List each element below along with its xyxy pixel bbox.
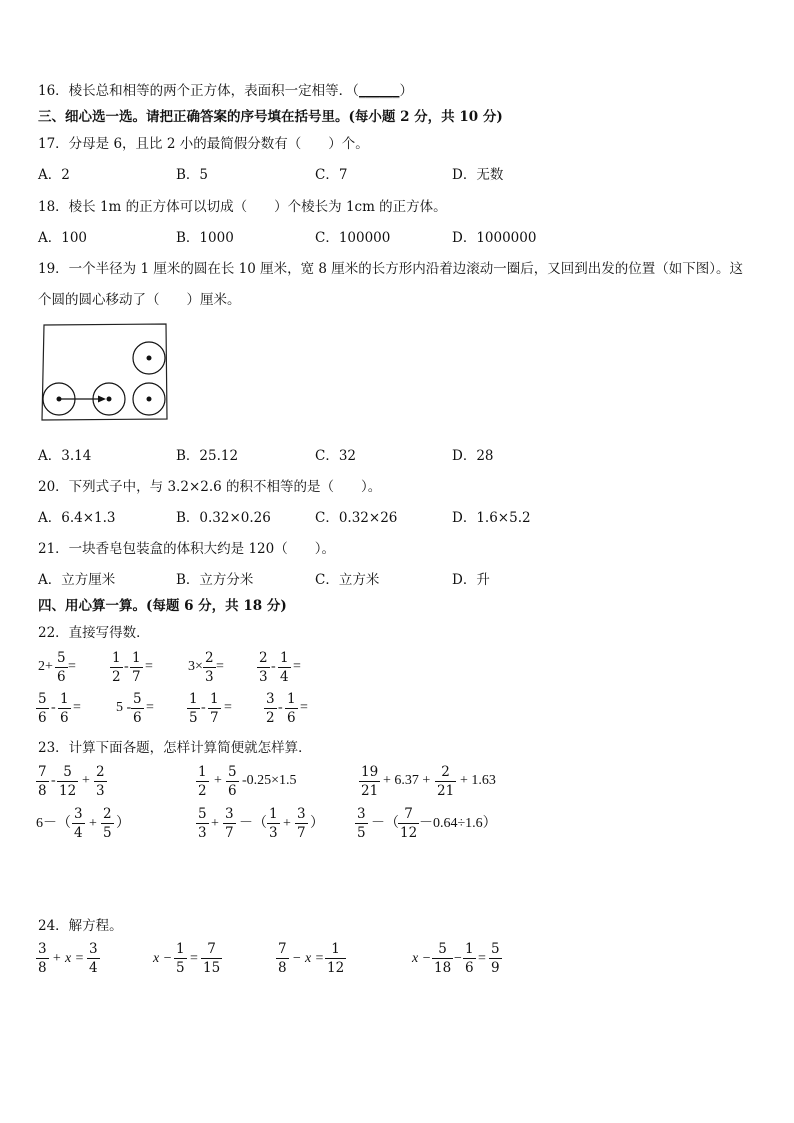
expression-middle: －（ [239, 816, 267, 831]
circle-center-dot [147, 356, 152, 361]
expression-prefix: 6－（ [36, 816, 71, 831]
q22-a-prefix: 2+ [38, 659, 53, 674]
q22-f-prefix: 5 - [116, 700, 132, 715]
fraction: 5 9 [491, 941, 500, 976]
fraction: 5 6 [38, 691, 47, 726]
operator: + [82, 773, 90, 788]
q19-option-b[interactable]: B．25.12 [176, 448, 239, 464]
expression-suffix: ） [116, 816, 130, 831]
equation-prefix: x − [153, 951, 173, 966]
fraction: 5 6 [133, 691, 142, 726]
circle-center-dot [147, 397, 152, 402]
question-18-text: 18．棱长 1m 的正方体可以切成（ ）个棱长为 1cm 的正方体。 [38, 199, 447, 215]
fraction: 5 3 [198, 806, 207, 841]
operator: - [271, 659, 276, 674]
fraction: 1 7 [132, 650, 141, 685]
question-22-text: 22．直接写得数． [38, 625, 150, 641]
q18-option-c[interactable]: C．100000 [315, 230, 391, 246]
equals-sign: = [216, 659, 224, 674]
fraction: 3 7 [225, 806, 234, 841]
fraction: 1 2 [198, 764, 207, 799]
fraction: 1 6 [60, 691, 69, 726]
section-3-title: 三、细心选一选。请把正确答案的序号填在括号里。(每小题 2 分，共 10 分) [38, 109, 503, 125]
operator: + [283, 816, 291, 831]
arrow-head [98, 396, 106, 403]
expression-tail: －0.64÷1.6） [419, 816, 497, 831]
rolling-circle-figure [38, 323, 170, 427]
fraction: 2 5 [103, 806, 112, 841]
fraction: 3 2 [266, 691, 275, 726]
fraction: 7 12 [400, 806, 418, 841]
question-19-text-line2: 个圆的圆心移动了（ ）厘米。 [38, 292, 241, 308]
q17-option-c[interactable]: C．7 [315, 167, 348, 183]
question-16-close: ） [399, 83, 413, 99]
fraction: 3 5 [357, 806, 366, 841]
fraction: 5 6 [228, 764, 237, 799]
circle-center-dot [107, 397, 112, 402]
question-23-text: 23．计算下面各题，怎样计算简便就怎样算． [38, 740, 312, 756]
equals-sign: = [300, 700, 308, 715]
fraction: 1 6 [465, 941, 474, 976]
fraction: 1 7 [210, 691, 219, 726]
question-20-text: 20．下列式子中，与 3.2×2.6 的积不相等的是（ ）。 [38, 479, 382, 495]
expression-middle: + 6.37 + [383, 773, 431, 788]
q20-option-b[interactable]: B．0.32×0.26 [176, 510, 271, 526]
fraction: 1 5 [189, 691, 198, 726]
q17-option-b[interactable]: B．5 [176, 167, 209, 183]
fraction: 2 3 [259, 650, 268, 685]
question-19-text-line1: 19．一个半径为 1 厘米的圆在长 10 厘米，宽 8 厘米的长方形内沿着边滚动一圈后，又回到出发的位置（如下图）。这 [38, 261, 744, 277]
expression-middle: －（ [371, 816, 399, 831]
fraction: 2 3 [96, 764, 105, 799]
fraction: 1 4 [280, 650, 289, 685]
fraction: 1 12 [327, 941, 345, 976]
expression-tail: + 1.63 [460, 773, 496, 788]
fraction: 1 2 [112, 650, 121, 685]
rectangle-outline [42, 324, 167, 420]
question-16 [38, 82, 413, 100]
operator: + [89, 816, 97, 831]
operator: - [124, 659, 129, 674]
q19-option-c[interactable]: C．32 [315, 448, 357, 464]
q18-option-d[interactable]: D．1000000 [452, 230, 537, 246]
q20-option-d[interactable]: D．1.6×5.2 [452, 510, 531, 526]
equals-sign: = [73, 700, 81, 715]
question-24-text: 24．解方程。 [38, 918, 123, 934]
answer-blank[interactable]: ______ [358, 83, 400, 99]
equals-sign: = [145, 659, 153, 674]
q17-option-d[interactable]: D．无数 [452, 167, 504, 183]
fraction: 1 5 [176, 941, 185, 976]
operator: - [51, 700, 56, 715]
expression-suffix: ） [310, 816, 324, 831]
equation-middle: + x = [52, 951, 85, 966]
fraction: 3 8 [38, 941, 47, 976]
fraction: 7 8 [278, 941, 287, 976]
equation-middle: = [190, 951, 198, 966]
fraction: 5 18 [434, 941, 452, 976]
q19-option-a[interactable]: A．3.14 [38, 448, 92, 464]
operator: - [51, 773, 56, 788]
q18-option-b[interactable]: B．1000 [176, 230, 234, 246]
operator: - [278, 700, 283, 715]
q22-c-prefix: 3× [188, 659, 203, 674]
equation-middle: − x = [292, 951, 325, 966]
q19-option-d[interactable]: D．28 [452, 448, 494, 464]
equals-sign: = [146, 700, 154, 715]
q20-option-a[interactable]: A．6.4×1.3 [38, 510, 116, 526]
question-16-text: 16．棱长总和相等的两个正方体，表面积一定相等．（ [38, 83, 359, 99]
equation-middle: = [478, 951, 486, 966]
q21-option-c[interactable]: C．立方米 [315, 572, 380, 588]
operator: + [214, 773, 222, 788]
operator: - [201, 700, 206, 715]
q21-option-a[interactable]: A．立方厘米 [38, 572, 116, 588]
fraction: 7 15 [203, 941, 221, 976]
fraction: 1 3 [269, 806, 278, 841]
section-4-title: 四、用心算一算。(每题 6 分，共 18 分) [38, 598, 287, 614]
question-21-text: 21．一块香皂包装盒的体积大约是 120（ ）。 [38, 541, 335, 557]
q21-option-d[interactable]: D．升 [452, 572, 490, 588]
fraction: 5 12 [59, 764, 77, 799]
fraction: 2 3 [205, 650, 214, 685]
equals-sign: = [68, 659, 76, 674]
question-17-text: 17．分母是 6，且比 2 小的最简假分数有（ ）个。 [38, 136, 369, 152]
fraction: 19 21 [361, 764, 379, 799]
equation-prefix: x − [412, 951, 432, 966]
fraction: 7 8 [38, 764, 47, 799]
operator: − [454, 951, 462, 966]
equals-sign: = [293, 659, 301, 674]
operator: + [211, 816, 219, 831]
q20-option-c[interactable]: C．0.32×26 [315, 510, 398, 526]
fraction: 3 4 [74, 806, 83, 841]
q21-option-b[interactable]: B．立方分米 [176, 572, 254, 588]
fraction: 3 4 [89, 941, 98, 976]
fraction: 1 6 [287, 691, 296, 726]
fraction: 3 7 [297, 806, 306, 841]
q17-option-a[interactable]: A．2 [38, 167, 70, 183]
fraction: 2 21 [437, 764, 455, 799]
q18-option-a[interactable]: A．100 [38, 230, 88, 246]
equals-sign: = [224, 700, 232, 715]
fraction: 5 6 [57, 650, 66, 685]
expression-tail: -0.25×1.5 [242, 773, 297, 788]
